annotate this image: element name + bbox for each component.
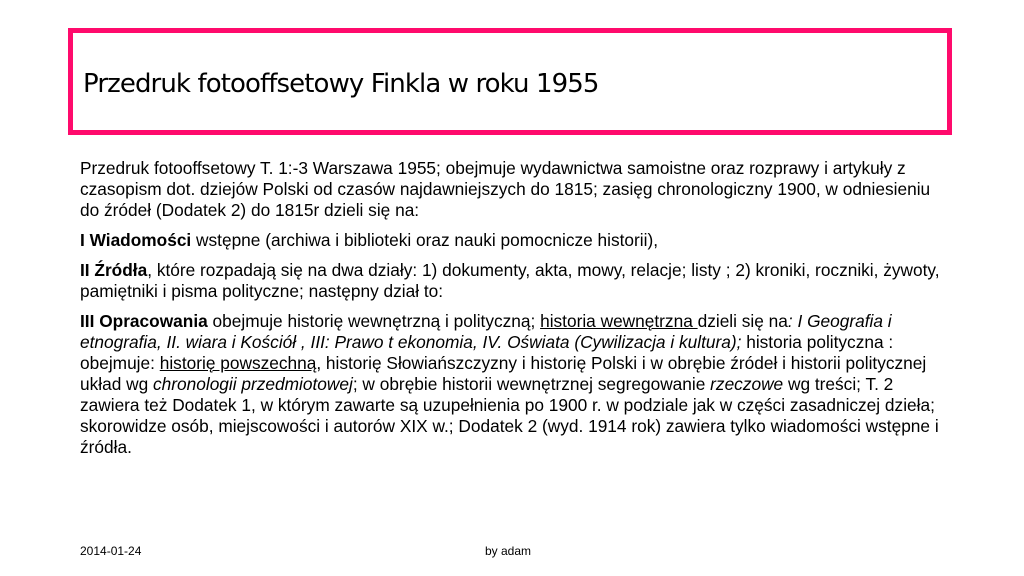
opracowania-text-3: historia polityczna : obejmuje: — [80, 332, 894, 373]
section-heading-zrodla: II Źródła — [80, 260, 148, 280]
opracowania-text-2: dzieli się na — [697, 311, 788, 331]
opracowania-text-1: obejmuje historię wewnętrzną i polityczną; — [207, 311, 541, 331]
wiadomosci-text: wstępne (archiwa i biblioteki oraz nauki pomocnicze historii), — [191, 230, 659, 250]
underlined-historia-wewnetrzna: historia wewnętrzna — [540, 311, 698, 331]
title-frame — [68, 28, 952, 135]
italic-categories: : I Geografia i etnografia, II. wiara i Kościół , III: Prawo t ekonomia, IV. Oświata (Cywilizacja i kultura); — [80, 311, 892, 352]
slide-body — [80, 158, 950, 467]
slide-title: Przedruk fotooffsetowy Finkla w roku 1955 — [83, 69, 599, 99]
opracowania-text-4: , historię Słowiańszczyzny i historię Polski i w obrębie źródeł i historii politycznej układ wg — [80, 353, 927, 394]
footer-author: by adam — [485, 544, 532, 558]
paragraph-wiadomosci — [80, 230, 950, 251]
section-heading-wiadomosci: I Wiadomości — [80, 230, 192, 250]
section-heading-opracowania: III Opracowania — [80, 311, 208, 331]
paragraph-opracowania — [80, 311, 950, 458]
intro-text: Przedruk fotooffsetowy T. 1:-3 Warszawa 1955; obejmuje wydawnictwa samoistne oraz rozprawy i artykuły z czasopism dot. dziejów Polski od czasów najdawniejszych do 1815; zasięg chronologiczny 1900, w odniesieniu do źródeł (Dodatek 2) do 1815r dzieli się na: — [80, 158, 931, 220]
underlined-historia-powszechna: historię powszechną — [159, 353, 317, 373]
footer-date: 2014-01-24 — [80, 544, 142, 558]
paragraph-intro — [80, 158, 950, 221]
opracowania-text-5: ; w obrębie historii wewnętrznej segregowanie — [352, 374, 711, 394]
opracowania-text-6: wg treści; T. 2 zawiera też Dodatek 1, w którym zawarte są uzupełnienia po 1900 r. w podziale jak w części zasadniczej dzieła; skorowidze osób, miejscowości i autorów XIX w.; Dodatek 2 (wyd. 1914 rok) zawiera tylko wiadomości wstępne i źródła. — [80, 374, 939, 457]
italic-rzeczowe: rzeczowe — [710, 374, 784, 394]
paragraph-zrodla — [80, 260, 950, 302]
zrodla-text: , które rozpadają się na dwa działy: 1) dokumenty, akta, mowy, relacje; listy ; 2) kroniki, roczniki, żywoty, pamiętniki i pisma polityczne; następny dział to: — [80, 260, 940, 301]
italic-chronologii: chronologii przedmiotowej — [153, 374, 353, 394]
